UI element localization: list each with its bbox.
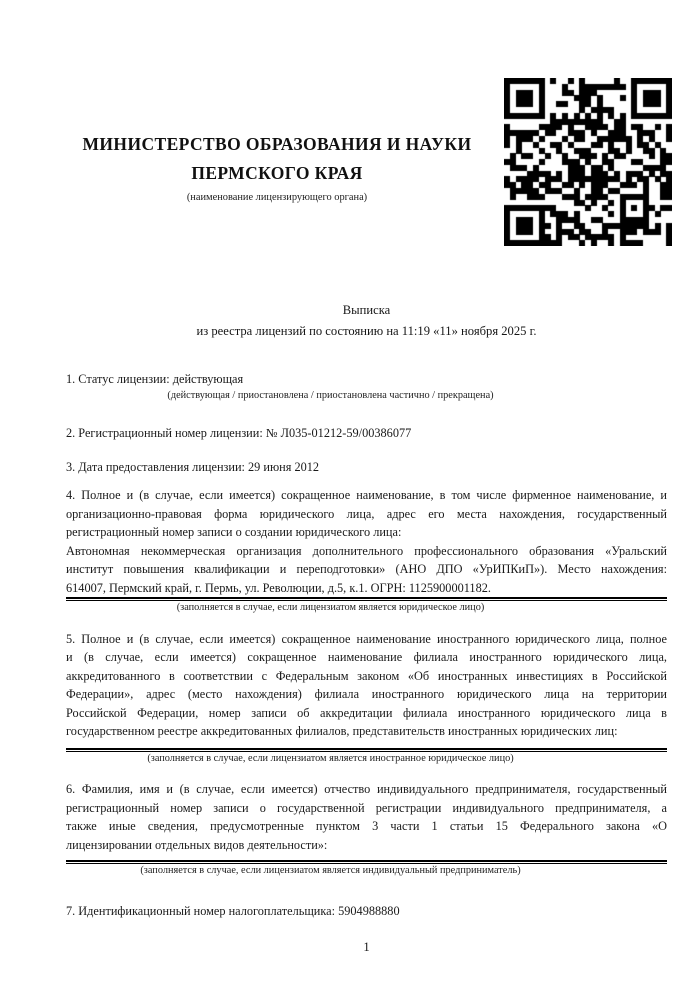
item-1-license-status: 1. Статус лицензии: действующая — [66, 372, 244, 386]
document-content — [66, 0, 667, 956]
item-6-caption: (заполняется в случае, если лицензиатом является индивидуальный предприниматель) — [140, 865, 521, 876]
document-title — [66, 300, 667, 342]
paragraph-line: Автономная некоммерческая организация дополнительного профессионального образования «Уральский — [66, 543, 667, 558]
org-name-line1: МИНИСТЕРСТВО ОБРАЗОВАНИЯ И НАУКИ — [82, 134, 472, 154]
paragraph-line: 614007, Пермский край, г. Пермь, ул. Революции, д.5, к.1. ОГРН: 1125900001182. — [66, 580, 491, 595]
item-7-taxpayer-id: 7. Идентификационный номер налогоплательщика: 5904988880 — [66, 903, 400, 918]
item-5-foreign-entity-paragraph — [66, 630, 667, 741]
item-4-legal-entity-paragraph — [66, 486, 667, 597]
item-3-grant-date: 3. Дата предоставления лицензии: 29 июня 2012 — [66, 459, 320, 474]
licensing-authority-header — [66, 130, 488, 204]
item-4-caption: (заполняется в случае, если лицензиатом является юридическое лицо) — [176, 602, 485, 613]
paragraph-line: и (в случае, если имеется) сокращенное наименование филиала иностранного юридического лица, — [66, 650, 667, 664]
org-name-line2: ПЕРМСКОГО КРАЯ — [191, 163, 363, 183]
paragraph-line: Федерации», адрес (место нахождения) филиала иностранного юридического лица на территории — [66, 687, 667, 701]
item-2-registration-number: 2. Регистрационный номер лицензии: № Л035-01212-59/00386077 — [66, 426, 412, 440]
paragraph-line: 5. Полное и (в случае, если имеется) сокращенное наименование иностранного юридического лица, полное — [66, 631, 667, 646]
org-name-caption: (наименование лицензирующего органа) — [186, 192, 368, 203]
title-line1: Выписка — [342, 303, 391, 317]
paragraph-line: 4. Полное и (в случае, если имеется) сокращенное наименование, в том числе фирменное наименование, и — [66, 488, 667, 502]
item-5-caption: (заполняется в случае, если лицензиатом является иностранное юридическое лицо) — [147, 752, 514, 764]
paragraph-line: также иные сведения, предусмотренные пунктом 3 части 1 статьи 15 Федерального закона «О — [66, 819, 667, 833]
title-line2: из реестра лицензий по состоянию на 11:19 «11» ноября 2025 г. — [196, 324, 537, 338]
paragraph-line: лицензировании отдельных видов деятельности»: — [66, 837, 328, 852]
paragraph-line: регистрационный номер записи о государственной регистрации индивидуального предпринимателя, а — [66, 800, 667, 815]
paragraph-line: государственном реестре аккредитованных филиалов, представительств иностранных юридических лиц: — [66, 724, 618, 738]
item-1-caption: (действующая / приостановлена / приостановлена частично / прекращена) — [167, 389, 494, 401]
paragraph-line: Российской Федерации, номер записи об аккредитации филиала иностранного юридического лица в — [66, 705, 667, 720]
paragraph-line: организационно-правовая форма юридического лица, адрес его места нахождения, государственный — [66, 506, 667, 521]
paragraph-line: регистрационный номер записи о создании юридического лица: — [66, 525, 402, 539]
page-number: 1 — [363, 940, 370, 954]
paragraph-line: аккредитованного в соответствии с Федеральным законом «Об иностранных инвестициях в Российской — [66, 668, 667, 683]
item-6-entrepreneur-paragraph — [66, 780, 667, 854]
paragraph-line: 6. Фамилия, имя и (в случае, если имеется) отчество индивидуального предпринимателя, государственный — [66, 782, 667, 796]
paragraph-line: институт повышения квалификации и переподготовки» (АНО ДПО «УрИПКиП»). Место нахождения: — [66, 562, 667, 576]
